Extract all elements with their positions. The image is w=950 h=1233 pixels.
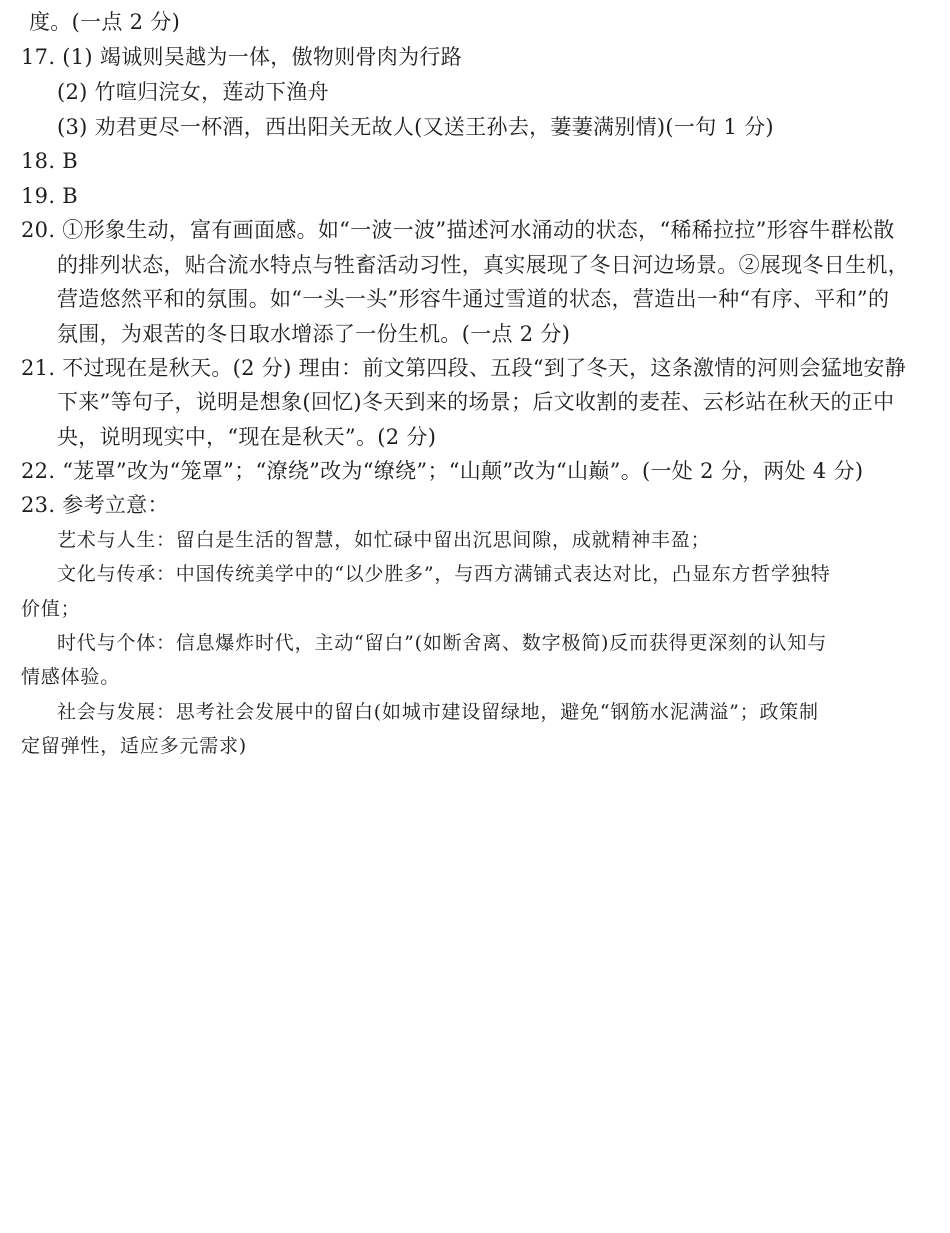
q19-answer: 19. B (21, 184, 79, 208)
q23-era-line-2: 情感体验。 (21, 666, 121, 688)
q20-line-1: 20. ①形象生动，富有画面感。如“一波一波”描述河水涌动的状态，“稀稀拉拉”形容牛群松散 (21, 218, 895, 242)
q23-society-line-1: 社会与发展：思考社会发展中的留白(如城市建设留绿地，避免“钢筋水泥满溢”；政策制 (57, 701, 819, 723)
q17-line-1: 17. (1) 竭诚则吴越为一体，傲物则骨肉为行路 (21, 45, 462, 69)
q20-line-4: 氛围，为艰苦的冬日取水增添了一份生机。(一点 2 分) (57, 322, 571, 346)
q21-line-1: 21. 不过现在是秋天。(2 分) 理由：前文第四段、五段“到了冬天，这条激情的河则会猛地安静 (21, 356, 907, 380)
q22-line: 22. “茏罩”改为“笼罩”；“潦绕”改为“缭绕”；“山颠”改为“山巅”。(一处 2 分，两处 4 分) (21, 459, 864, 483)
q16-tail-line: 度。(一点 2 分) (29, 10, 181, 34)
q21-line-3: 央，说明现实中，“现在是秋天”。(2 分) (57, 425, 437, 449)
q23-culture-line-2: 价值； (21, 598, 81, 620)
q17-line-2: (2) 竹喧归浣女，莲动下渔舟 (57, 80, 329, 104)
q23-culture-line-1: 文化与传承：中国传统美学中的“以少胜多”，与西方满铺式表达对比，凸显东方哲学独特 (57, 563, 831, 585)
q20-line-3: 营造悠然平和的氛围。如“一头一头”形容牛通过雪道的状态，营造出一种“有序、平和”的 (57, 287, 890, 311)
q23-era-line-1: 时代与个体：信息爆炸时代，主动“留白”(如断舍离、数字极简)反而获得更深刻的认知与 (57, 632, 828, 654)
q23-society-line-2: 定留弹性，适应多元需求) (21, 735, 248, 757)
q23-art-life: 艺术与人生：留白是生活的智慧，如忙碌中留出沉思间隙，成就精神丰盈； (57, 529, 711, 551)
q21-line-2: 下来”等句子，说明是想象(回忆)冬天到来的场景；后文收割的麦茬、云杉站在秋天的正中 (57, 390, 895, 414)
q20-line-2: 的排列状态，贴合流水特点与牲畜活动习性，真实展现了冬日河边场景。②展现冬日生机， (57, 253, 909, 277)
q23-heading: 23. 参考立意： (21, 493, 169, 517)
q17-line-3: (3) 劝君更尽一杯酒，西出阳关无故人(又送王孙去，萋萋满别情)(一句 1 分) (57, 115, 774, 139)
q18-answer: 18. B (21, 149, 79, 173)
